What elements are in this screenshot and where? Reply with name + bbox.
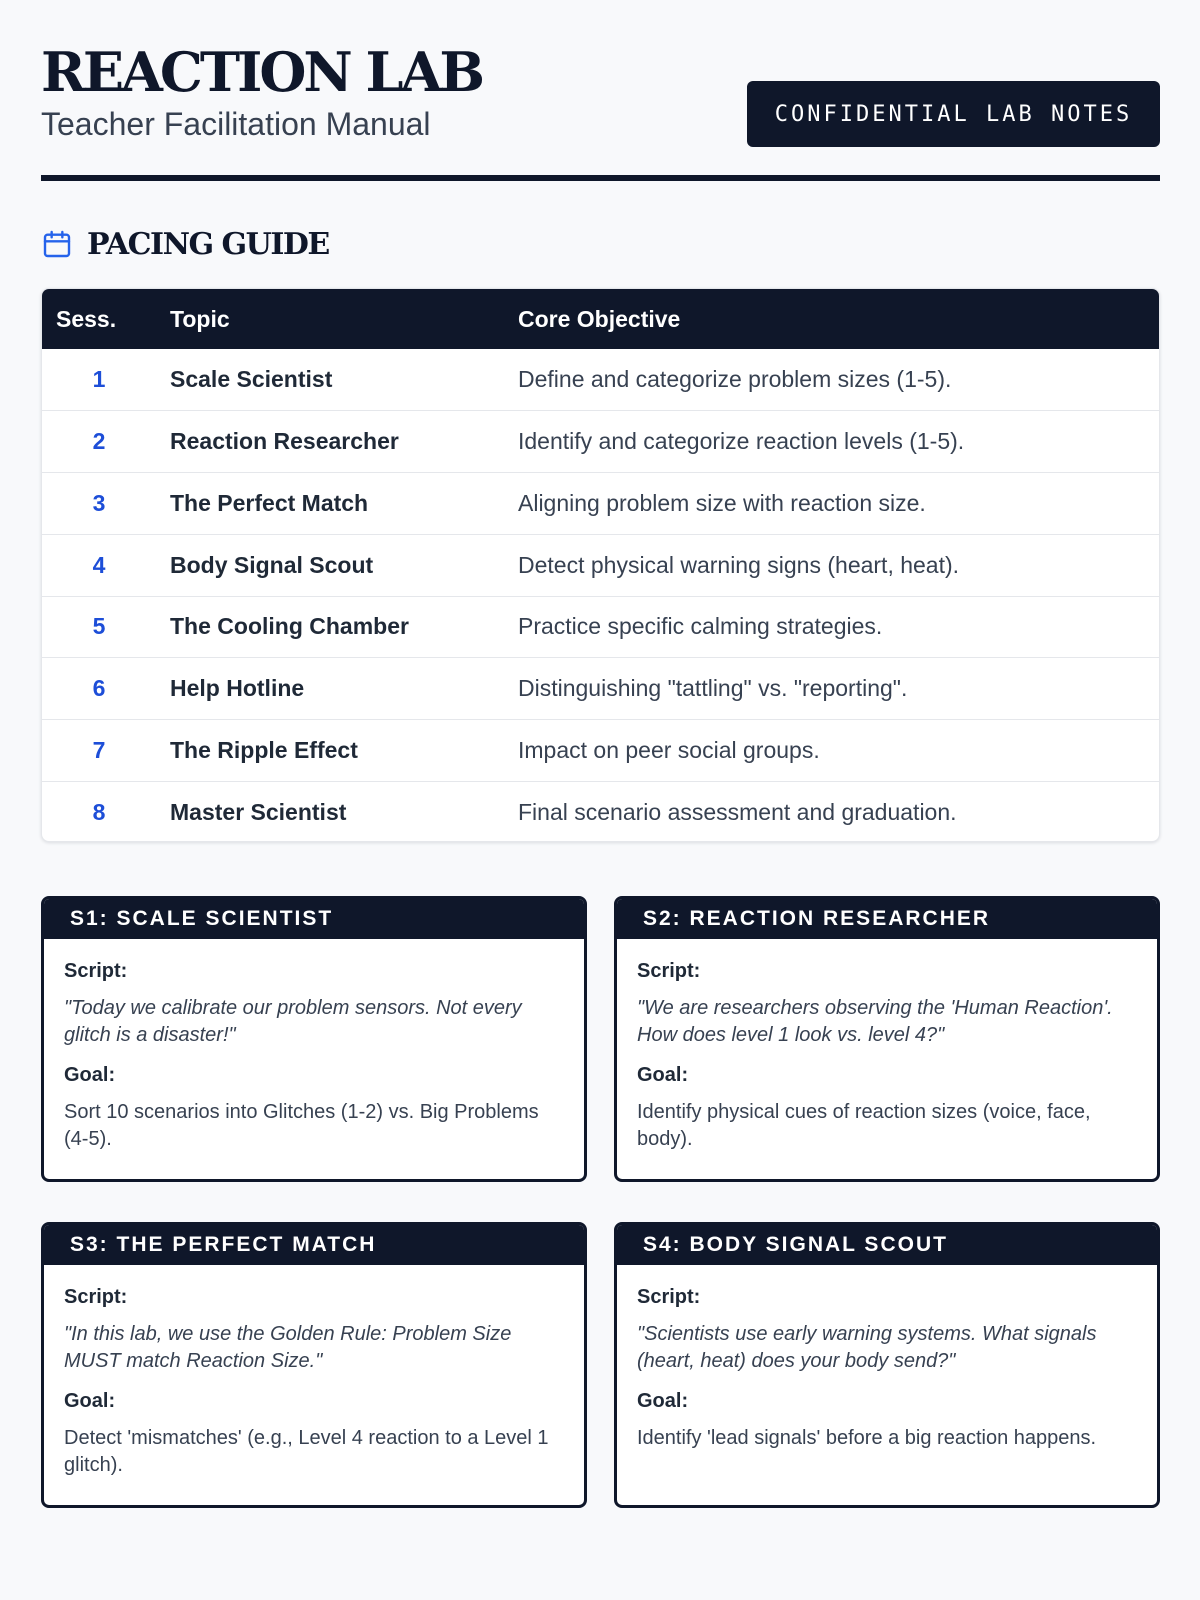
script-label: Script: [64, 1286, 128, 1308]
session-topic: The Cooling Chamber [170, 613, 409, 640]
script-label: Script: [637, 960, 701, 982]
session-topic: The Ripple Effect [170, 736, 358, 763]
session-card [41, 1222, 587, 1508]
script-text: "Today we calibrate our problem sensors. Not every glitch is a disaster!" [64, 997, 522, 1046]
goal-label: Goal: [637, 1390, 689, 1412]
column-header-objective: Core Objective [518, 305, 681, 332]
session-card [614, 896, 1160, 1182]
table-row [42, 349, 1159, 411]
session-topic: Reaction Researcher [170, 428, 399, 455]
table-row [42, 596, 1159, 658]
session-number: 1 [92, 366, 106, 393]
table-header-row [42, 289, 1159, 349]
session-objective: Distinguishing "tattling" vs. "reporting". [518, 675, 908, 702]
column-header-topic: Topic [170, 305, 230, 332]
confidential-badge: CONFIDENTIAL LAB NOTES [747, 81, 1160, 147]
session-number: 8 [92, 798, 106, 825]
table-row [42, 658, 1159, 720]
goal-text: Detect 'mismatches' (e.g., Level 4 reaction to a Level 1 glitch). [64, 1427, 549, 1476]
script-text: "We are researchers observing the 'Human Reaction'. How does level 1 look vs. level 4?" [637, 997, 1113, 1046]
goal-text: Identify 'lead signals' before a big reaction happens. [637, 1427, 1097, 1449]
section-title: PACING GUIDE [87, 226, 329, 262]
session-number: 5 [92, 613, 106, 640]
session-number: 3 [92, 489, 106, 516]
pacing-guide-heading [41, 222, 329, 266]
script-label: Script: [637, 1286, 701, 1308]
session-number: 7 [92, 736, 106, 763]
table-row [42, 720, 1159, 782]
card-title: S2: REACTION RESEARCHER [617, 899, 1157, 939]
script-label: Script: [64, 960, 128, 982]
card-title: S4: BODY SIGNAL SCOUT [617, 1225, 1157, 1265]
session-topic: The Perfect Match [170, 489, 369, 516]
page-title: REACTION LAB [41, 40, 483, 104]
session-objective: Detect physical warning signs (heart, heat). [518, 551, 960, 578]
session-number: 6 [92, 675, 106, 702]
goal-text: Identify physical cues of reaction sizes (voice, face, body). [637, 1101, 1091, 1150]
session-card [41, 896, 587, 1182]
session-topic: Master Scientist [170, 798, 347, 825]
table-row [42, 781, 1159, 842]
session-objective: Define and categorize problem sizes (1-5). [518, 366, 952, 393]
goal-label: Goal: [637, 1064, 689, 1086]
session-objective: Impact on peer social groups. [518, 736, 820, 763]
card-title: S3: THE PERFECT MATCH [44, 1225, 584, 1265]
card-title: S1: SCALE SCIENTIST [44, 899, 584, 939]
script-text: "In this lab, we use the Golden Rule: Problem Size MUST match Reaction Size." [64, 1323, 512, 1372]
table-row [42, 473, 1159, 535]
calendar-icon [41, 228, 73, 260]
session-topic: Help Hotline [170, 675, 305, 702]
session-number: 2 [92, 428, 106, 455]
session-objective: Practice specific calming strategies. [518, 613, 883, 640]
script-text: "Scientists use early warning systems. What signals (heart, heat) does your body send?" [637, 1323, 1097, 1372]
session-objective: Identify and categorize reaction levels (1-5). [518, 428, 965, 455]
session-topic: Body Signal Scout [170, 551, 374, 578]
session-topic: Scale Scientist [170, 366, 333, 393]
header-divider [41, 175, 1160, 181]
goal-label: Goal: [64, 1064, 116, 1086]
table-row [42, 411, 1159, 473]
page-subtitle: Teacher Facilitation Manual [41, 106, 431, 142]
session-objective: Aligning problem size with reaction size. [518, 489, 926, 516]
goal-label: Goal: [64, 1390, 116, 1412]
session-objective: Final scenario assessment and graduation. [518, 798, 957, 825]
pacing-table [41, 288, 1160, 842]
goal-text: Sort 10 scenarios into Glitches (1-2) vs. Big Problems (4-5). [64, 1101, 539, 1150]
session-number: 4 [92, 551, 106, 578]
page-header [41, 40, 1160, 181]
table-row [42, 534, 1159, 596]
session-card [614, 1222, 1160, 1508]
session-cards [41, 896, 1160, 1508]
column-header-session: Sess. [56, 305, 117, 332]
